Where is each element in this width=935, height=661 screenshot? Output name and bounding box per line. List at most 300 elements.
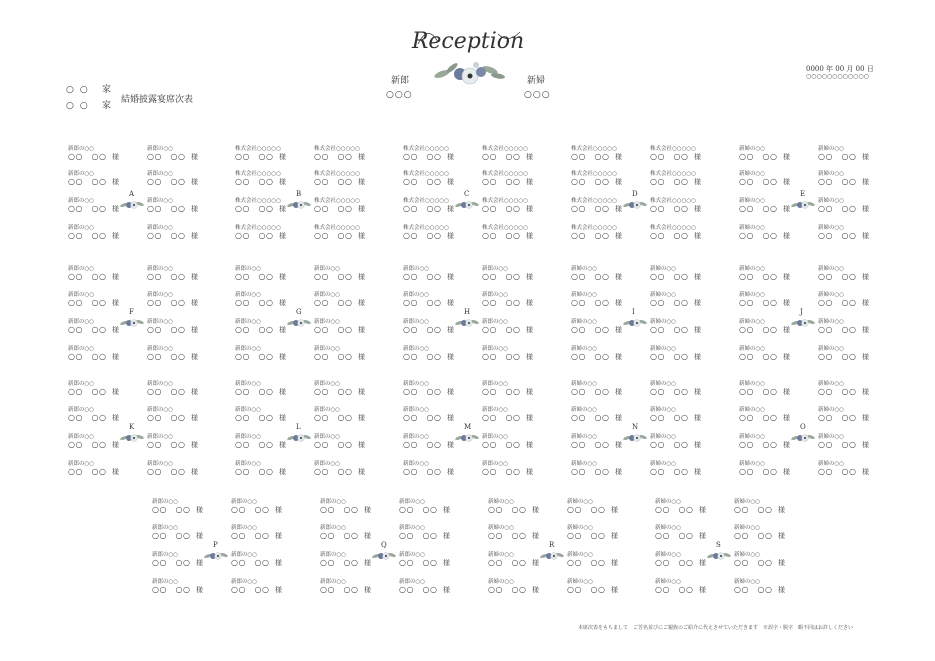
honorific: 様 — [615, 353, 622, 361]
honorific: 様 — [279, 353, 286, 361]
honorific: 様 — [526, 468, 533, 476]
guest-name: ○○ ○○ — [818, 413, 857, 422]
guest-seat — [147, 319, 209, 339]
family-1-text: ○○ — [66, 85, 94, 95]
guest-relation: 新郎の○○ — [147, 146, 174, 152]
table-center-ornament — [287, 308, 311, 328]
honorific: 様 — [526, 273, 533, 281]
honorific: 様 — [526, 326, 533, 334]
guest-relation: 新婦の○○ — [567, 525, 594, 531]
guest-seat — [235, 381, 297, 401]
table-label: Q — [381, 541, 387, 549]
guest-relation: 株式会社○○○○○ — [314, 171, 360, 177]
floral-icon — [791, 197, 815, 211]
reception-title-text: Reception — [411, 29, 525, 54]
guest-seat — [320, 579, 382, 599]
guest-seat — [399, 525, 461, 545]
guest-seat — [399, 499, 461, 519]
guest-name: ○○ ○○ — [403, 272, 442, 281]
guest-seat — [152, 579, 214, 599]
honorific: 様 — [778, 559, 785, 567]
guest-name: ○○ ○○ — [488, 558, 527, 567]
honorific: 様 — [615, 299, 622, 307]
honorific: 様 — [694, 153, 701, 161]
honorific: 様 — [862, 353, 869, 361]
guest-name: ○○ ○○ — [68, 413, 107, 422]
guest-name: ○○ ○○ — [235, 325, 274, 334]
honorific: 様 — [699, 532, 706, 540]
guest-name: ○○ ○○ — [650, 152, 689, 161]
floral-icon — [623, 315, 647, 329]
guest-name: ○○ ○○ — [68, 177, 107, 186]
table-label: L — [296, 423, 301, 431]
honorific: 様 — [783, 178, 790, 186]
guest-seat — [314, 381, 376, 401]
guest-name: ○○ ○○ — [68, 152, 107, 161]
guest-seat — [482, 225, 544, 245]
honorific: 様 — [279, 153, 286, 161]
honorific: 様 — [191, 178, 198, 186]
guest-name: ○○ ○○ — [734, 558, 773, 567]
honorific: 様 — [447, 414, 454, 422]
guest-seat — [567, 552, 629, 572]
guest-relation: 株式会社○○○○○ — [650, 225, 696, 231]
guest-name: ○○ ○○ — [235, 467, 274, 476]
guest-name: ○○ ○○ — [739, 440, 778, 449]
honorific: 様 — [279, 232, 286, 240]
guest-name: ○○ ○○ — [571, 272, 610, 281]
guest-name: ○○ ○○ — [403, 387, 442, 396]
guest-seat — [231, 525, 293, 545]
guest-seat — [739, 346, 801, 366]
guest-relation: 株式会社○○○○○ — [571, 146, 617, 152]
table-center-ornament — [204, 541, 228, 561]
guest-seat — [818, 434, 880, 454]
guest-seat — [403, 266, 465, 286]
guest-relation: 新婦の○○ — [655, 525, 682, 531]
guest-seat — [403, 461, 465, 481]
guest-seat — [482, 171, 544, 191]
guest-relation: 株式会社○○○○○ — [482, 225, 528, 231]
guest-name: ○○ ○○ — [650, 298, 689, 307]
guest-seat — [650, 266, 712, 286]
honorific: 様 — [112, 178, 119, 186]
guest-relation: 新婦の○○ — [571, 346, 598, 352]
guest-name: ○○ ○○ — [403, 440, 442, 449]
guest-seat — [818, 346, 880, 366]
honorific: 様 — [275, 532, 282, 540]
guest-relation: 新郎の○○ — [68, 461, 95, 467]
guest-seat — [650, 171, 712, 191]
guest-relation: 株式会社○○○○○ — [571, 198, 617, 204]
guest-name: ○○ ○○ — [650, 352, 689, 361]
guest-relation: 新郎の○○ — [403, 292, 430, 298]
guest-seat — [68, 407, 130, 427]
guest-name: ○○ ○○ — [68, 204, 107, 213]
guest-name: ○○ ○○ — [734, 585, 773, 594]
guest-relation: 新郎の○○ — [314, 461, 341, 467]
table-center-ornament — [120, 423, 144, 443]
honorific: 様 — [526, 205, 533, 213]
guest-seat — [482, 346, 544, 366]
guest-relation: 株式会社○○○○○ — [482, 146, 528, 152]
honorific: 様 — [358, 178, 365, 186]
guest-seat — [403, 171, 465, 191]
honorific: 様 — [358, 299, 365, 307]
guest-relation: 新郎の○○ — [152, 552, 179, 558]
guest-name: ○○ ○○ — [818, 298, 857, 307]
guest-relation: 新郎の○○ — [399, 499, 426, 505]
honorific: 様 — [611, 586, 618, 594]
guest-name: ○○ ○○ — [147, 440, 186, 449]
family-suffix-2: 家 — [102, 101, 112, 111]
guest-relation: 新郎の○○ — [399, 579, 426, 585]
honorific: 様 — [364, 506, 371, 514]
honorific: 様 — [447, 353, 454, 361]
guest-seat — [650, 292, 712, 312]
guest-seat — [567, 499, 629, 519]
honorific: 様 — [694, 388, 701, 396]
guest-name: ○○ ○○ — [571, 325, 610, 334]
guest-relation: 新婦の○○ — [818, 461, 845, 467]
guest-name: ○○ ○○ — [235, 298, 274, 307]
guest-relation: 新婦の○○ — [571, 292, 598, 298]
guest-seat — [231, 499, 293, 519]
honorific: 様 — [443, 506, 450, 514]
table-label: D — [632, 190, 638, 198]
guest-relation: 新婦の○○ — [567, 552, 594, 558]
honorific: 様 — [699, 559, 706, 567]
guest-relation: 新郎の○○ — [68, 381, 95, 387]
guest-name: ○○ ○○ — [567, 505, 606, 514]
guest-seat — [650, 346, 712, 366]
guest-name: ○○ ○○ — [147, 177, 186, 186]
guest-name: ○○ ○○ — [650, 272, 689, 281]
honorific: 様 — [532, 559, 539, 567]
guest-relation: 新婦の○○ — [567, 579, 594, 585]
floral-icon — [372, 548, 396, 562]
guest-seat — [147, 198, 209, 218]
guest-relation: 新婦の○○ — [739, 266, 766, 272]
guest-relation: 新郎の○○ — [482, 319, 509, 325]
guest-seat — [739, 292, 801, 312]
honorific: 様 — [447, 153, 454, 161]
honorific: 様 — [443, 532, 450, 540]
honorific: 様 — [615, 232, 622, 240]
guest-relation: 新郎の○○ — [314, 319, 341, 325]
guest-seat — [68, 225, 130, 245]
guest-seat — [235, 146, 297, 166]
guest-name: ○○ ○○ — [650, 413, 689, 422]
table-center-ornament — [120, 308, 144, 328]
table-center-ornament — [791, 190, 815, 210]
reception-title-script — [408, 14, 528, 62]
table-label: R — [549, 541, 555, 549]
guest-seat — [403, 407, 465, 427]
honorific: 様 — [191, 326, 198, 334]
footer-note: 本席次表をもちまして ご芳名並びにご親族のご紹介に代えさせていただきます ※誤字・脱字 暇不同はお許しください — [578, 625, 854, 631]
honorific: 様 — [275, 559, 282, 567]
guest-relation: 株式会社○○○○○ — [403, 225, 449, 231]
guest-seat — [68, 171, 130, 191]
guest-name: ○○ ○○ — [739, 177, 778, 186]
guest-name: ○○ ○○ — [403, 325, 442, 334]
guest-relation: 新郎の○○ — [314, 292, 341, 298]
guest-name: ○○ ○○ — [739, 325, 778, 334]
table-label: N — [632, 423, 639, 431]
guest-name: ○○ ○○ — [818, 231, 857, 240]
guest-seat — [488, 499, 550, 519]
guest-seat — [147, 346, 209, 366]
honorific: 様 — [862, 178, 869, 186]
honorific: 様 — [364, 586, 371, 594]
guest-name: ○○ ○○ — [739, 152, 778, 161]
guest-name: ○○ ○○ — [403, 413, 442, 422]
guest-relation: 新婦の○○ — [818, 407, 845, 413]
guest-name: ○○ ○○ — [231, 558, 270, 567]
guest-seat — [68, 461, 130, 481]
honorific: 様 — [783, 353, 790, 361]
guest-name: ○○ ○○ — [68, 298, 107, 307]
floral-icon — [540, 548, 564, 562]
table-center-ornament — [623, 423, 647, 443]
honorific: 様 — [112, 299, 119, 307]
guest-seat — [320, 499, 382, 519]
honorific: 様 — [783, 388, 790, 396]
guest-relation: 新郎の○○ — [147, 381, 174, 387]
guest-seat — [482, 198, 544, 218]
guest-name: ○○ ○○ — [68, 467, 107, 476]
guest-relation: 新婦の○○ — [655, 579, 682, 585]
guest-name: ○○ ○○ — [739, 467, 778, 476]
guest-seat — [68, 381, 130, 401]
guest-name: ○○ ○○ — [571, 204, 610, 213]
guest-seat — [147, 381, 209, 401]
floral-icon — [791, 430, 815, 444]
guest-relation: 新郎の○○ — [320, 499, 347, 505]
floral-icon — [791, 315, 815, 329]
guest-seat — [147, 407, 209, 427]
guest-relation: 新郎の○○ — [68, 407, 95, 413]
honorific: 様 — [447, 441, 454, 449]
honorific: 様 — [526, 299, 533, 307]
guest-name: ○○ ○○ — [482, 325, 521, 334]
guest-seat — [403, 225, 465, 245]
guest-name: ○○ ○○ — [739, 387, 778, 396]
table-center-ornament — [120, 190, 144, 210]
honorific: 様 — [279, 299, 286, 307]
honorific: 様 — [196, 559, 203, 567]
guest-relation: 新郎の○○ — [152, 499, 179, 505]
honorific: 様 — [191, 414, 198, 422]
guest-name: ○○ ○○ — [571, 177, 610, 186]
honorific: 様 — [447, 299, 454, 307]
guest-seat — [314, 292, 376, 312]
honorific: 様 — [191, 388, 198, 396]
guest-relation: 新郎の○○ — [403, 319, 430, 325]
guest-seat — [650, 225, 712, 245]
table-label: O — [800, 423, 806, 431]
guest-seat — [152, 499, 214, 519]
guest-seat — [571, 146, 633, 166]
guest-relation: 新郎の○○ — [403, 407, 430, 413]
guest-relation: 新婦の○○ — [650, 292, 677, 298]
guest-relation: 新婦の○○ — [655, 552, 682, 558]
guest-name: ○○ ○○ — [650, 204, 689, 213]
guest-relation: 新婦の○○ — [739, 346, 766, 352]
guest-name: ○○ ○○ — [571, 413, 610, 422]
guest-name: ○○ ○○ — [403, 298, 442, 307]
guest-seat — [314, 407, 376, 427]
guest-relation: 新郎の○○ — [147, 346, 174, 352]
guest-relation: 新婦の○○ — [739, 292, 766, 298]
guest-name: ○○ ○○ — [482, 231, 521, 240]
guest-name: ○○ ○○ — [818, 272, 857, 281]
guest-relation: 株式会社○○○○○ — [235, 146, 281, 152]
guest-relation: 新婦の○○ — [739, 146, 766, 152]
floral-ornament-icon — [430, 56, 510, 88]
honorific: 様 — [778, 532, 785, 540]
honorific: 様 — [862, 441, 869, 449]
guest-relation: 新婦の○○ — [818, 434, 845, 440]
honorific: 様 — [275, 586, 282, 594]
venue-name: ○○○○○○○○○○○○ — [806, 73, 869, 80]
guest-relation: 新郎の○○ — [482, 434, 509, 440]
honorific: 様 — [694, 299, 701, 307]
guest-seat — [147, 292, 209, 312]
guest-seat — [739, 381, 801, 401]
honorific: 様 — [694, 232, 701, 240]
guest-seat — [818, 381, 880, 401]
honorific: 様 — [615, 441, 622, 449]
guest-seat — [68, 266, 130, 286]
honorific: 様 — [778, 506, 785, 514]
guest-seat — [818, 266, 880, 286]
honorific: 様 — [364, 559, 371, 567]
table-label: F — [129, 308, 134, 316]
floral-icon — [120, 430, 144, 444]
guest-relation: 新郎の○○ — [314, 407, 341, 413]
guest-seat — [235, 225, 297, 245]
guest-seat — [734, 499, 796, 519]
table-label: P — [213, 541, 218, 549]
guest-seat — [235, 171, 297, 191]
guest-relation: 新婦の○○ — [818, 266, 845, 272]
guest-name: ○○ ○○ — [650, 177, 689, 186]
table-label: B — [296, 190, 302, 198]
guest-relation: 新郎の○○ — [403, 461, 430, 467]
honorific: 様 — [783, 205, 790, 213]
floral-icon — [204, 548, 228, 562]
guest-name: ○○ ○○ — [739, 231, 778, 240]
guest-relation: 新郎の○○ — [235, 266, 262, 272]
honorific: 様 — [191, 468, 198, 476]
guest-seat — [147, 225, 209, 245]
honorific: 様 — [862, 153, 869, 161]
guest-seat — [235, 266, 297, 286]
guest-name: ○○ ○○ — [314, 352, 353, 361]
floral-icon — [287, 430, 311, 444]
guest-name: ○○ ○○ — [482, 440, 521, 449]
guest-relation: 新郎の○○ — [320, 552, 347, 558]
guest-name: ○○ ○○ — [403, 352, 442, 361]
guest-relation: 新婦の○○ — [571, 461, 598, 467]
guest-seat — [231, 552, 293, 572]
guest-relation: 新郎の○○ — [320, 525, 347, 531]
guest-seat — [650, 381, 712, 401]
guest-name: ○○ ○○ — [482, 352, 521, 361]
honorific: 様 — [447, 326, 454, 334]
honorific: 様 — [112, 273, 119, 281]
guest-name: ○○ ○○ — [739, 413, 778, 422]
guest-seat — [571, 225, 633, 245]
guest-relation: 新郎の○○ — [231, 579, 258, 585]
guest-seat — [314, 266, 376, 286]
guest-seat — [482, 407, 544, 427]
honorific: 様 — [526, 178, 533, 186]
honorific: 様 — [862, 414, 869, 422]
honorific: 様 — [783, 299, 790, 307]
guest-relation: 新郎の○○ — [68, 346, 95, 352]
honorific: 様 — [447, 468, 454, 476]
honorific: 様 — [447, 178, 454, 186]
guest-relation: 新郎の○○ — [147, 292, 174, 298]
guest-name: ○○ ○○ — [314, 177, 353, 186]
guest-relation: 新郎の○○ — [320, 579, 347, 585]
guest-name: ○○ ○○ — [147, 413, 186, 422]
guest-relation: 新郎の○○ — [482, 381, 509, 387]
guest-seat — [314, 198, 376, 218]
guest-name: ○○ ○○ — [231, 531, 270, 540]
guest-name: ○○ ○○ — [314, 272, 353, 281]
bride-label: 新婦 — [527, 76, 546, 86]
guest-relation: 新郎の○○ — [68, 198, 95, 204]
guest-seat — [650, 198, 712, 218]
floral-icon — [287, 197, 311, 211]
guest-seat — [571, 292, 633, 312]
guest-seat — [68, 346, 130, 366]
guest-seat — [571, 461, 633, 481]
guest-relation: 株式会社○○○○○ — [403, 198, 449, 204]
guest-name: ○○ ○○ — [655, 585, 694, 594]
table-center-ornament — [455, 423, 479, 443]
guest-name: ○○ ○○ — [655, 531, 694, 540]
guest-relation: 株式会社○○○○○ — [650, 198, 696, 204]
guest-name: ○○ ○○ — [571, 152, 610, 161]
guest-name: ○○ ○○ — [818, 204, 857, 213]
guest-relation: 新郎の○○ — [314, 266, 341, 272]
family-name-1 — [66, 85, 94, 95]
guest-name: ○○ ○○ — [482, 204, 521, 213]
guest-relation: 新婦の○○ — [488, 525, 515, 531]
guest-name: ○○ ○○ — [650, 387, 689, 396]
honorific: 様 — [694, 353, 701, 361]
guest-seat — [818, 407, 880, 427]
guest-relation: 新郎の○○ — [235, 346, 262, 352]
guest-seat — [655, 579, 717, 599]
guest-seat — [320, 525, 382, 545]
honorific: 様 — [783, 153, 790, 161]
guest-seat — [818, 292, 880, 312]
table-center-ornament — [287, 190, 311, 210]
honorific: 様 — [112, 388, 119, 396]
table-label: A — [129, 190, 135, 198]
honorific: 様 — [191, 353, 198, 361]
guest-name: ○○ ○○ — [482, 272, 521, 281]
guest-seat — [147, 171, 209, 191]
guest-name: ○○ ○○ — [403, 204, 442, 213]
guest-name: ○○ ○○ — [571, 440, 610, 449]
